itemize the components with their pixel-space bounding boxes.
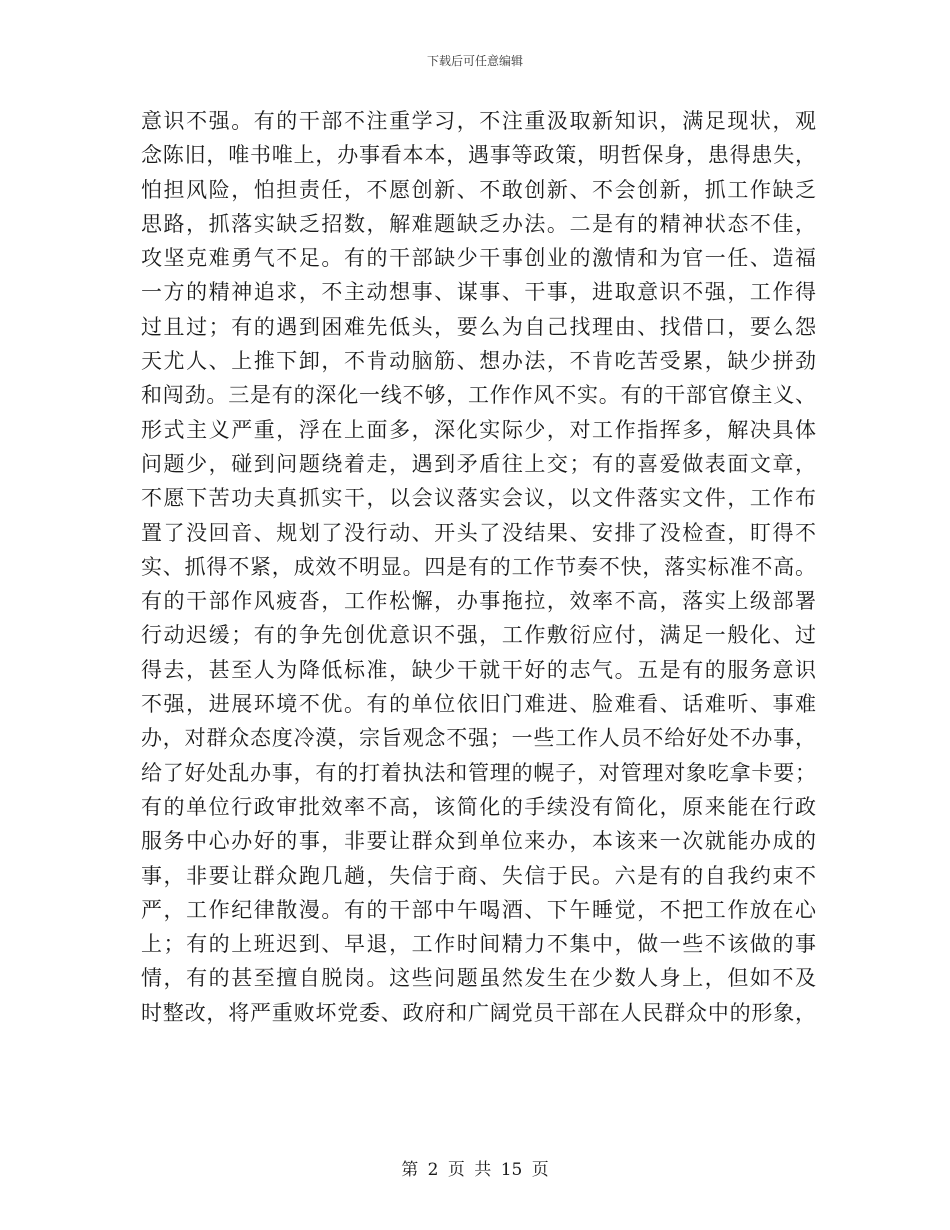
text-line: 攻坚克难勇气不足。有的干部缺少干事创业的激情和为官一任、造福 (141, 246, 816, 271)
text-line: 怕担风险，怕担责任，不愿创新、不敢创新、不会创新，抓工作缺乏 (141, 177, 816, 202)
text-line: 和闯劲。三是有的深化一线不够，工作作风不实。有的干部官僚主义、 (141, 383, 816, 408)
page-number: 第 2 页 共 15 页 (401, 1160, 549, 1180)
text-line: 实、抓得不紧，成效不明显。四是有的工作节奏不快，落实标准不高。 (141, 554, 816, 579)
text-line: 意识不强。有的干部不注重学习，不注重汲取新知识，满足现状，观 (141, 109, 816, 133)
text-line: 不强，进展环境不优。有的单位依旧门难进、脸难看、话难听、事难 (141, 692, 816, 717)
text-line: 行动迟缓；有的争先创优意识不强，工作敷衍应付，满足一般化、过 (141, 623, 816, 648)
text-line: 服务中心办好的事，非要让群众到单位来办，本该来一次就能办成的 (141, 829, 816, 854)
text-line: 过且过；有的遇到困难先低头，要么为自己找理由、找借口，要么怨 (141, 314, 816, 339)
text-line: 思路，抓落实缺乏招数，解难题缺乏办法。二是有的精神状态不佳， (141, 211, 816, 236)
body-text (141, 104, 816, 1030)
text-line: 念陈旧，唯书唯上，办事看本本，遇事等政策，明哲保身，患得患失， (141, 143, 816, 168)
text-line: 形式主义严重，浮在上面多，深化实际少，对工作指挥多，解决具体 (141, 417, 816, 442)
text-line: 有的干部作风疲沓，工作松懈，办事拖拉，效率不高，落实上级部署 (141, 589, 816, 614)
text-line: 不愿下苦功夫真抓实干，以会议落实会议，以文件落实文件，工作布 (141, 486, 816, 511)
text-line: 有的单位行政审批效率不高，该简化的手续没有简化，原来能在行政 (141, 794, 816, 819)
text-line: 事，非要让群众跑几趟，失信于商、失信于民。六是有的自我约束不 (141, 863, 816, 888)
text-line: 得去，甚至人为降低标准，缺少干就干好的志气。五是有的服务意识 (141, 657, 816, 682)
text-line: 办，对群众态度冷漠，宗旨观念不强；一些工作人员不给好处不办事， (141, 726, 816, 751)
text-line: 置了没回音、规划了没行动、开头了没结果、安排了没检查，盯得不 (141, 520, 816, 545)
text-line: 问题少，碰到问题绕着走，遇到矛盾往上交；有的喜爱做表面文章， (141, 451, 816, 476)
text-line: 一方的精神追求，不主动想事、谋事、干事，进取意识不强，工作得 (141, 280, 816, 305)
text-line: 天尤人、上推下卸，不肯动脑筋、想办法，不肯吃苦受累，缺少拼劲 (141, 349, 816, 374)
text-line: 上；有的上班迟到、早退，工作时间精力不集中，做一些不该做的事 (141, 932, 816, 957)
text-line: 给了好处乱办事，有的打着执法和管理的幌子，对管理对象吃拿卡要； (141, 760, 816, 785)
text-line: 时整改，将严重败坏党委、政府和广阔党员干部在人民群众中的形象， (141, 1000, 816, 1025)
page-header: 下载后可任意编辑 (426, 54, 523, 68)
text-line: 情，有的甚至擅自脱岗。这些问题虽然发生在少数人身上，但如不及 (141, 966, 816, 991)
text-line: 严，工作纪律散漫。有的干部中午喝酒、下午睡觉，不把工作放在心 (141, 897, 816, 922)
